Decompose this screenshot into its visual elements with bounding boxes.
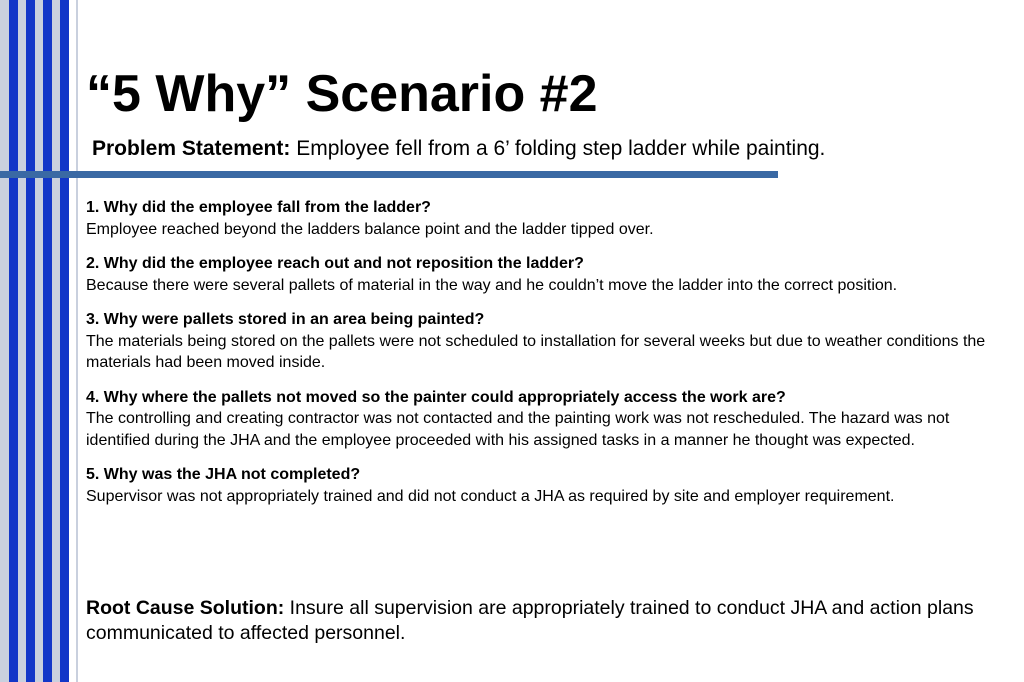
why-answer: The materials being stored on the pallets were not scheduled to installation for several weeks but due to weather conditions the materials had been moved inside. bbox=[86, 332, 986, 371]
why-answer: Supervisor was not appropriately trained and did not conduct a JHA as required by site and employer requirement. bbox=[86, 487, 895, 505]
why-question: 5. Why was the JHA not completed? bbox=[86, 466, 361, 483]
stripe-edge bbox=[76, 0, 78, 682]
why-item-4 bbox=[86, 387, 986, 452]
why-question: 3. Why were pallets stored in an area being painted? bbox=[86, 311, 485, 328]
why-item-1 bbox=[86, 197, 986, 240]
slide-title: “5 Why” Scenario #2 bbox=[86, 65, 598, 123]
stripe bbox=[9, 0, 18, 682]
stripe bbox=[0, 0, 9, 682]
why-question: 2. Why did the employee reach out and not reposition the ladder? bbox=[86, 255, 584, 272]
stripe bbox=[60, 0, 69, 682]
why-answer: Because there were several pallets of material in the way and he couldn’t move the ladder into the correct position. bbox=[86, 276, 898, 294]
why-question: 4. Why where the pallets not moved so the painter could appropriately access the work are? bbox=[86, 388, 786, 406]
problem-label: Problem Statement: bbox=[92, 137, 291, 160]
title-divider bbox=[0, 171, 778, 178]
stripe bbox=[43, 0, 52, 682]
stripe bbox=[26, 0, 35, 682]
why-item-2 bbox=[86, 253, 986, 296]
root-cause-label: Root Cause Solution: bbox=[86, 597, 285, 619]
why-list bbox=[86, 197, 986, 520]
why-item-3 bbox=[86, 309, 986, 374]
root-cause-text: Insure all supervision are appropriately trained to conduct JHA and action plans communicated to affected personnel. bbox=[86, 597, 974, 644]
problem-statement bbox=[92, 135, 825, 163]
why-item-5 bbox=[86, 464, 986, 507]
decorative-stripes bbox=[0, 0, 78, 682]
root-cause-solution bbox=[86, 596, 986, 646]
problem-text: Employee fell from a 6’ folding step ladder while painting. bbox=[290, 137, 826, 160]
why-answer: The controlling and creating contractor was not contacted and the painting work was not rescheduled. The hazard was not identified during the JHA and the employee proceeded with his assigned tasks in a manner he thought was expected. bbox=[86, 410, 950, 449]
why-answer: Employee reached beyond the ladders balance point and the ladder tipped over. bbox=[86, 220, 654, 238]
why-question: 1. Why did the employee fall from the ladder? bbox=[86, 199, 431, 216]
